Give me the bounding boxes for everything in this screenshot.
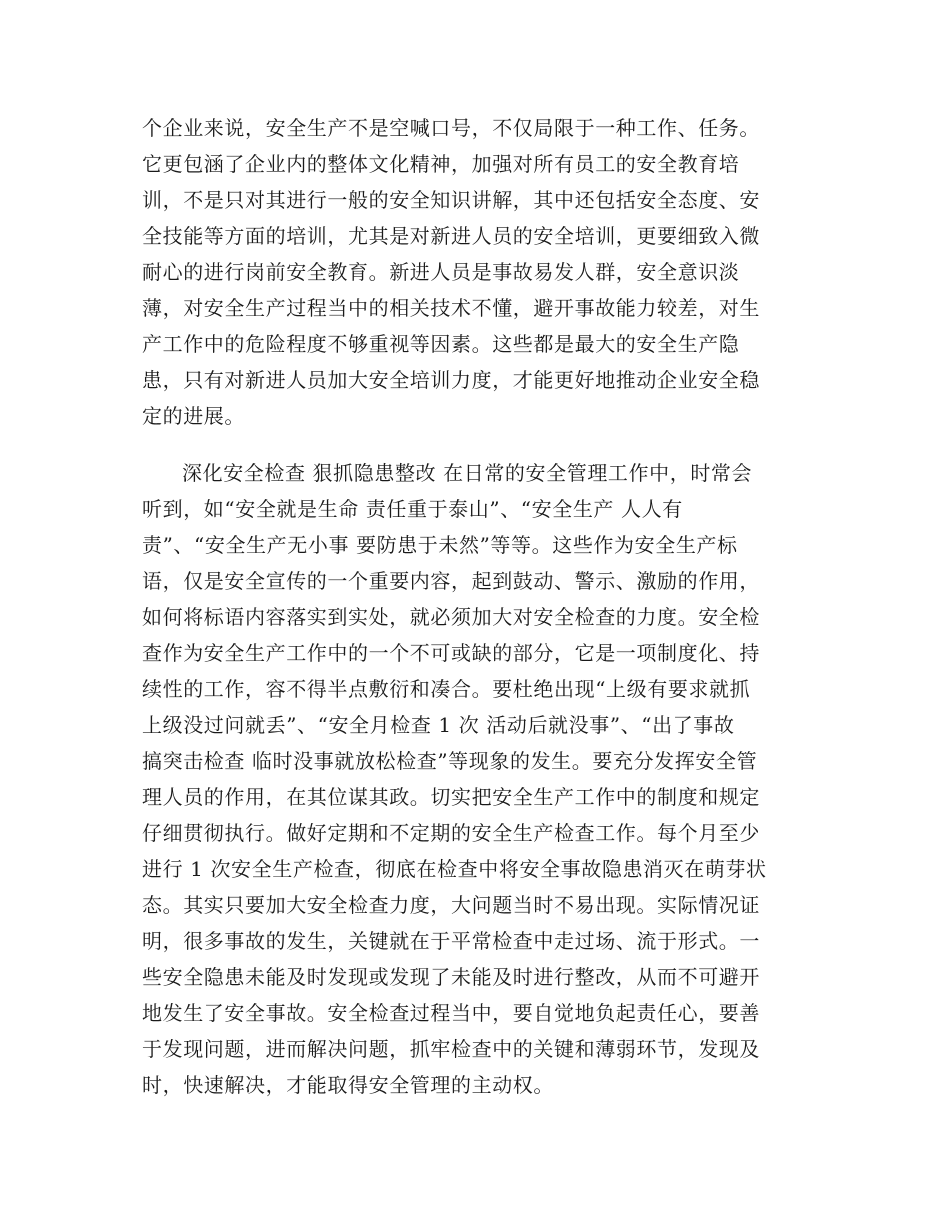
paragraph-2-line-16: 地发生了安全事故。安全检查过程当中，要自觉地负起责任心，要善	[142, 1001, 760, 1025]
paragraph-2-line-7: 续性的工作，容不得半点敷衍和凑合。要杜绝出现“上级有要求就抓	[142, 677, 751, 701]
paragraph-2-line-12: 进行 1 次安全生产检查，彻底在检查中将安全事故隐患消灭在萌芽状	[142, 857, 767, 881]
paragraph-2-line-14: 明，很多事故的发生，关键就在于平常检查中走过场、流于形式。一	[142, 929, 760, 953]
paragraph-2-line-18: 时，快速解决，才能取得安全管理的主动权。	[142, 1073, 554, 1097]
paragraph-2-line-6: 查作为安全生产工作中的一个不可或缺的部分，它是一项制度化、持	[142, 641, 760, 665]
paragraph-2-line-10: 理人员的作用，在其位谋其政。切实把安全生产工作中的制度和规定	[142, 785, 760, 809]
paragraph-1-line-1: 个企业来说，安全生产不是空喊口号，不仅局限于一种工作、任务。	[142, 116, 760, 140]
paragraph-2-line-13: 态。其实只要加大安全检查力度，大问题当时不易出现。实际情况证	[142, 893, 760, 917]
paragraph-2-line-11: 仔细贯彻执行。做好定期和不定期的安全生产检查工作。每个月至少	[142, 821, 760, 845]
paragraph-2-line-17: 于发现问题，进而解决问题，抓牢检查中的关键和薄弱环节，发现及	[142, 1037, 760, 1061]
paragraph-1-line-3: 训，不是只对其进行一般的安全知识讲解，其中还包括安全态度、安	[142, 188, 760, 212]
paragraph-1-line-7: 产工作中的危险程度不够重视等因素。这些都是最大的安全生产隐	[142, 332, 740, 356]
paragraph-1-line-6: 薄，对安全生产过程当中的相关技术不懂，避开事故能力较差，对生	[142, 296, 760, 320]
paragraph-2-line-15: 些安全隐患未能及时发现或发现了未能及时进行整改，从而不可避开	[142, 965, 760, 989]
paragraph-1-line-4: 全技能等方面的培训，尤其是对新进人员的安全培训，更要细致入微	[142, 224, 760, 248]
paragraph-2-line-5: 如何将标语内容落实到实处，就必须加大对安全检查的力度。安全检	[142, 605, 760, 629]
paragraph-2-line-3: 责”、“安全生产无小事 要防患于未然”等等。这些作为安全生产标	[142, 533, 738, 557]
paragraph-1-line-5: 耐心的进行岗前安全教育。新进人员是事故易发人群，安全意识淡	[142, 260, 740, 284]
paragraph-1-line-9: 定的进展。	[142, 404, 245, 428]
paragraph-2-line-4: 语，仅是安全宣传的一个重要内容，起到鼓动、警示、激励的作用，	[142, 569, 760, 593]
paragraph-2-line-9: 搞突击检查 临时没事就放松检查”等现象的发生。要充分发挥安全管	[142, 749, 758, 773]
paragraph-2-line-2: 听到，如“安全就是生命 责任重于泰山”、“安全生产 人人有	[142, 497, 683, 521]
paragraph-2-line-1: 深化安全检查 狠抓隐患整改 在日常的安全管理工作中，时常会	[182, 461, 753, 485]
paragraph-2-line-8: 上级没过问就丢”、“安全月检查 1 次 活动后就没事”、“出了事故	[142, 713, 735, 737]
paragraph-1-line-8: 患，只有对新进人员加大安全培训力度，才能更好地推动企业安全稳	[142, 368, 760, 392]
paragraph-1-line-2: 它更包涵了企业内的整体文化精神，加强对所有员工的安全教育培	[142, 152, 740, 176]
